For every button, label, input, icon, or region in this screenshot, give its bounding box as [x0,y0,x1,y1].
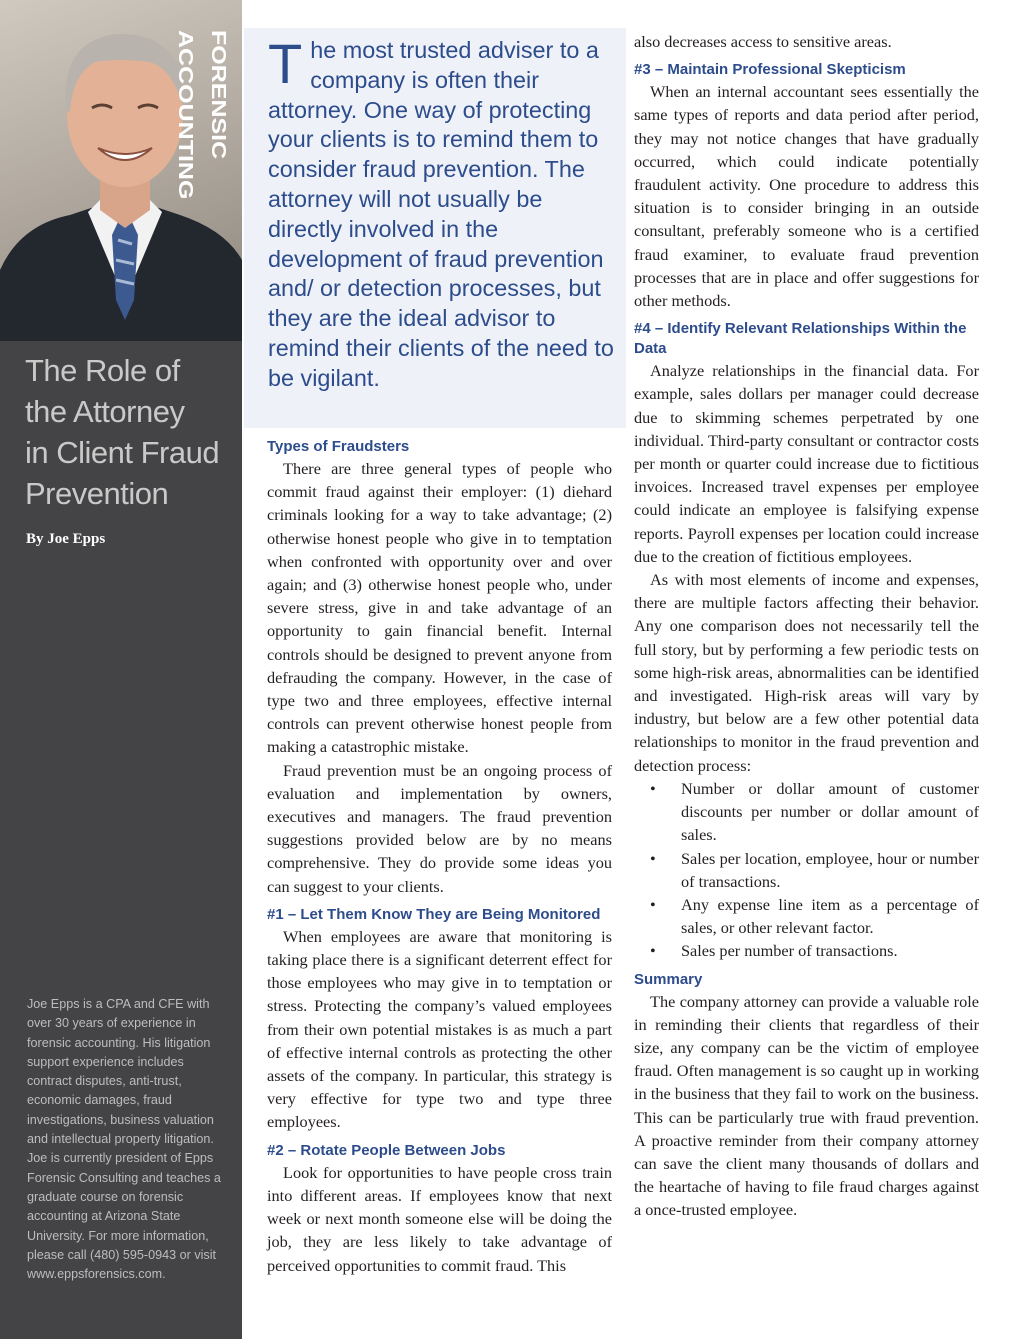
list-item [634,893,979,939]
body-paragraph: When employees are aware that monitoring is taking place there is a significant deterrent effect for those employees who may give in to temptation or stress. Protecting the company’s valued employees from their own potential mistakes is as much a part of effective internal controls as protecting the other assets of the company. In particular, this strategy is very effective for type two and type three employees. [267,926,612,1132]
bullet-icon: • [650,894,656,914]
drop-cap: T [268,32,303,95]
section-label: FORENSIC ACCOUNTING [174,30,230,200]
title-line: in Client Fraud [25,435,220,470]
section-heading: #1 – Let Them Know They are Being Monitored [267,905,601,923]
right-column [634,30,979,1222]
list-item-text: Sales per number of transactions. [681,941,898,961]
body-paragraph: also decreases access to sensitive areas. [634,32,892,51]
body-paragraph: Analyze relationships in the financial data. For example, sales dollars per manager could decrease due to skimming schemes perpetrated by one individual. Third-party consultant or contractor costs per month or quarter could increase due to fictitious invoices. Increased travel expenses per employee could indicate an employee is falsifying expense reports. Payroll expenses per location could increase due to the creation of fictitious employees. [634,361,979,566]
article-title [25,350,240,514]
body-paragraph: Look for opportunities to have people cross train into different areas. If employees know that next week or next month someone else will be doing the job, they are less likely to take advantage of perceived opportunities to commit fraud. This [267,1162,612,1275]
section-heading: #4 – Identify Relevant Relationships Within the Data [634,320,967,358]
bullet-icon: • [650,778,656,798]
byline: By Joe Epps [26,531,106,547]
section-heading: #3 – Maintain Professional Skepticism [634,61,906,79]
body-paragraph: Fraud prevention must be an ongoing process of evaluation and implementation by owners, executives and managers. The fraud prevention suggestions provided below are by no means comprehensive. They do provide some ideas you can suggest to your clients. [267,760,612,896]
body-paragraph: There are three general types of people who commit fraud against their employer: (1) diehard criminals looking for a way to take advantage; (2) otherwise honest people who give in to temptation when confronted with opportunity over and over again; and (3) otherwise honest people who, under severe stress, give in and take advantage of an opportunity to gain financial benefit. Internal controls should be designed to prevent anyone from defrauding the company. However, in the case of type two and three employees, effective internal controls can prevent otherwise honest people from making a catastrophic mistake. [267,459,612,757]
bullet-list [634,777,979,963]
list-item-text: Number or dollar amount of customer discounts per number or dollar amount of sales. [681,778,979,845]
body-paragraph: When an internal accountant sees essentially the same types of reports and data period after period, they may not notice changes that have gradually occurred, which could indicate potentially fraudulent activity. One procedure to address this situation is to consider bringing in an outside consultant, preferably someone who is a certified fraud examiner, to evaluate fraud prevention processes that are in place and offer suggestions for other methods. [634,82,979,311]
section-heading: #2 – Rotate People Between Jobs [267,1141,506,1159]
list-item [634,939,979,962]
list-item [634,777,979,847]
body-paragraph: As with most elements of income and expenses, there are multiple factors affecting their behavior. Any one comparison does not necessarily tell the full story, but by performing a few periodic tests on some high-risk areas, abnormalities can be identified and investigated. High-risk areas will vary by industry, but below are a few other potential data relationships to monitor in the fraud prevention and detection process: [634,570,979,775]
sidebar [0,0,242,1339]
intro-block [244,28,626,428]
list-item-text: Sales per location, employee, hour or number of transactions. [681,848,979,891]
body-paragraph: The company attorney can provide a valuable role in reminding their clients that regardless of their size, any company can be the victim of employee fraud. Often management is so caught up in working in the business that they fail to work on the business. This can be particularly true with fraud prevention. A proactive reminder from their company attorney can save the client many thousands of dollars and the heartache of having to file fraud charges against a once-trusted employee. [634,991,979,1220]
intro-text: he most trusted adviser to a company is often their attorney. One way of protecting your clients is to remind them to consider fraud prevention. The attorney will not usually be directly involved in the development of fraud prevention and/ or detection processes, but they are the ideal advisor to remind their clients of the need to be vigilant. [268,37,614,391]
list-item [634,847,979,893]
title-line: Prevention [25,476,169,511]
author-bio: Joe Epps is a CPA and CFE with over 30 years of experience in forensic accounting. His litigation support experience includes contract disputes, anti-trust, economic damages, fraud investigations, business valuation and intellectual property litigation. Joe is currently president of Epps Forensic Consulting and teaches a graduate course on forensic accounting at Arizona State University. For more information, please call (480) 595-0943 or visit www.eppsforensics.com. [27,997,221,1282]
list-item-text: Any expense line item as a percentage of sales, or other relevant factor. [681,894,979,938]
title-line: The Role of [25,353,180,388]
section-heading: Summary [634,970,703,988]
bullet-icon: • [650,941,656,961]
section-heading: Types of Fraudsters [267,438,410,455]
bullet-icon: • [650,848,656,868]
middle-column [267,437,612,1277]
title-line: the Attorney [25,394,185,429]
intro-paragraph [268,32,618,394]
